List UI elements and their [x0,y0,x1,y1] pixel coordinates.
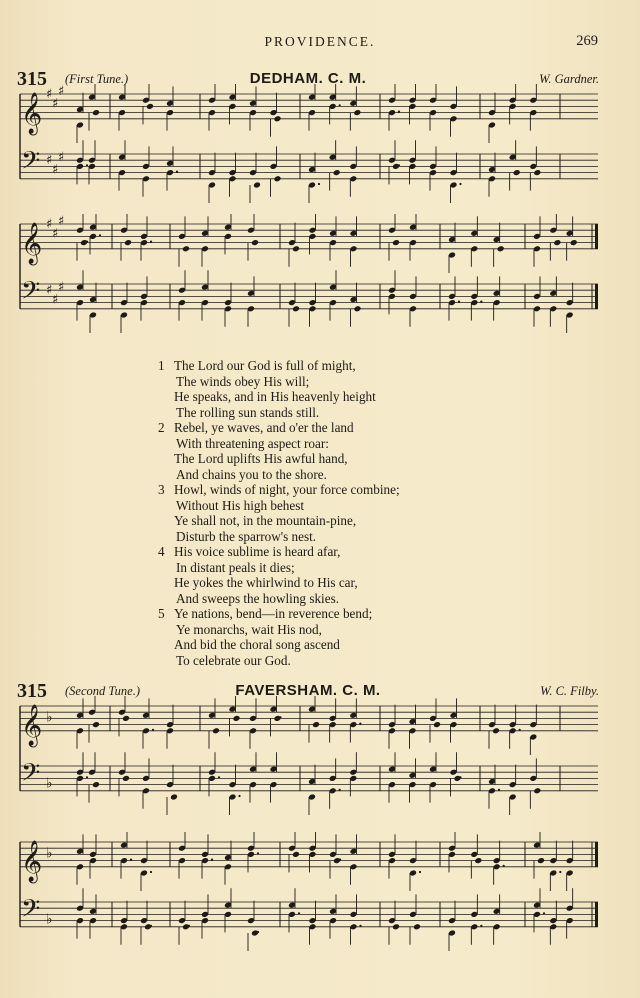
composer: W. Gardner. [539,72,599,86]
note-head [570,239,578,246]
augmentation-dot [559,871,561,873]
page-number: 269 [576,33,598,49]
augmentation-dot [480,301,482,303]
verse-line: The rolling sun stands still. [176,404,320,420]
final-bar [595,284,598,309]
note-head [353,109,361,116]
tune-name: DEDHAM. C. M. [249,70,367,87]
augmentation-dot [279,716,281,718]
note-head [513,169,521,176]
note-head [146,103,154,110]
final-bar [595,224,598,249]
verse-line: Disturb the sparrow's nest. [176,528,317,544]
augmentation-dot [459,776,461,778]
verse-line: And bid the choral song ascend [174,637,340,652]
note-head [292,851,300,858]
hymn-text [158,358,538,668]
bass-staff [20,277,598,312]
note-head [292,305,300,312]
augmentation-dot [150,241,152,243]
augmentation-dot [257,852,259,854]
hymn-number: 315 [17,680,47,702]
augmentation-dot [86,776,88,778]
note-head [354,305,362,312]
verse-line: The winds obey His will; [176,373,310,389]
augmentation-dot [398,111,400,113]
note-head [333,169,341,176]
bass-staff [20,759,598,794]
verse-line: The Lord our God is full of might, [174,358,356,373]
augmentation-dot [238,795,240,797]
sharp-icon: ♯ [58,84,65,99]
augmentation-dot [86,164,88,166]
note-head [433,721,441,728]
note-head [92,781,100,788]
note-head [492,727,500,734]
sharp-icon: ♯ [58,214,65,229]
composer: W. C. Filby. [540,684,599,698]
notes [76,832,574,951]
augmentation-dot [459,183,461,185]
note-head [253,182,261,189]
verse-line: With threatening aspect roar: [176,435,329,451]
augmentation-dot [99,234,101,236]
bass-clef-icon: 𝄢 [21,146,41,182]
note-head [533,169,541,176]
verse-line: And chains you to the shore. [176,466,327,482]
note-head [92,721,100,728]
music-system-1 [0,84,640,204]
sharp-icon: ♯ [46,217,53,232]
augmentation-dot [130,859,132,861]
augmentation-dot [298,912,300,914]
augmentation-dot [398,164,400,166]
note-head [274,115,282,122]
note-head [392,239,400,246]
augmentation-dot [150,925,152,927]
augmentation-dot [257,931,259,933]
treble-staff [20,214,598,265]
music-system-4 [0,832,640,962]
note-head [474,857,482,864]
running-head: PROVIDENCE. [264,34,376,49]
note-head [553,239,561,246]
stanza-number: 1 [158,358,165,373]
note-head [392,923,400,930]
augmentation-dot [318,183,320,185]
bass-staff [20,895,598,930]
sharp-icon: ♯ [58,280,65,296]
treble-staff [20,840,598,883]
augmentation-dot [211,859,213,861]
note-head [312,721,320,728]
augmentation-dot [339,789,341,791]
verse-line: Ye shall not, in the mountain-pine, [174,513,357,528]
note-head [533,787,541,794]
stanza-number: 5 [158,606,165,621]
stanza [158,358,538,420]
treble-clef-icon: 𝄞 [21,840,43,882]
note-head [274,175,282,182]
note-head [233,715,241,722]
stanza [158,482,538,544]
notes [76,696,541,815]
music-system-2 [0,214,640,344]
verse-line: In distant peals it dies; [176,559,295,575]
treble-clef-icon: 𝄞 [21,92,43,134]
sharp-icon: ♯ [52,162,59,178]
sharp-icon: ♯ [46,153,53,169]
augmentation-dot [359,723,361,725]
tune-note: (Second Tune.) [65,684,140,698]
music-system-3 [0,696,640,822]
tune-name: FAVERSHAM. C. M. [235,682,381,699]
treble-clef-icon: 𝄞 [21,704,43,746]
stanza [158,420,538,482]
flat-icon: ♭ [46,911,53,928]
bass-clef-icon: 𝄢 [21,758,41,794]
stanza-number: 3 [158,482,165,497]
verse-line: The Lord uplifts His awful hand, [174,451,348,466]
note-head [212,727,220,734]
verse-line: Without His high behest [176,497,305,513]
hymn-number: 315 [17,68,47,90]
sharp-icon: ♯ [52,292,59,308]
sharp-icon: ♯ [52,226,59,242]
tune-note: (First Tune.) [65,72,129,86]
augmentation-dot [86,241,88,243]
note-head [497,245,505,252]
verse-line: Ye monarchs, wait His nod, [176,621,322,637]
note-head [124,239,132,246]
verse-line: His voice sublime is heard afar, [174,544,341,559]
bass-staff [20,147,598,182]
augmentation-dot [480,925,482,927]
flat-icon: ♭ [46,845,53,862]
verse-line: Rebel, ye waves, and o'er the land [174,420,354,435]
note-head [92,109,100,116]
final-bar [595,902,598,927]
treble-clef-icon: 𝄞 [21,222,43,264]
augmentation-dot [359,925,361,927]
sharp-icon: ♯ [46,87,53,102]
augmentation-dot [152,729,154,731]
note-head [292,245,300,252]
augmentation-dot [419,871,421,873]
sharp-icon: ♯ [46,283,53,299]
final-bar [595,842,598,867]
verse-line: Howl, winds of night, your force combine; [174,482,400,497]
augmentation-dot [503,865,505,867]
flat-icon: ♭ [46,775,53,792]
bass-clef-icon: 𝄢 [21,894,41,930]
sharp-icon: ♯ [58,150,65,166]
note-head [251,239,259,246]
augmentation-dot [150,871,152,873]
note-head [122,715,130,722]
notes [76,84,541,203]
stanza [158,544,538,606]
verse-line: To celebrate our God. [176,652,291,668]
augmentation-dot [543,912,545,914]
augmentation-dot [458,301,460,303]
augmentation-dot [188,925,190,927]
stanza [158,606,538,668]
verse-line: He speaks, and in His heavenly height [174,389,376,404]
verse-line: And sweeps the howling skies. [176,590,339,606]
stanza-number: 2 [158,420,165,435]
stanza-number: 4 [158,544,165,559]
augmentation-dot [519,729,521,731]
verse-line: He yokes the whirlwind to His car, [174,575,358,590]
bass-clef-icon: 𝄢 [21,276,41,312]
note-head [413,923,421,930]
verse-line: Ye nations, bend—in reverence bend; [174,606,373,621]
flat-icon: ♭ [46,709,53,726]
note-head [537,857,545,864]
note-head [170,794,178,801]
augmentation-dot [498,789,500,791]
note-head [182,245,190,252]
augmentation-dot [218,776,220,778]
augmentation-dot [176,171,178,173]
augmentation-dot [339,859,341,861]
sharp-icon: ♯ [52,96,59,112]
augmentation-dot [339,104,341,106]
notes [76,214,578,333]
note-head [122,775,130,782]
